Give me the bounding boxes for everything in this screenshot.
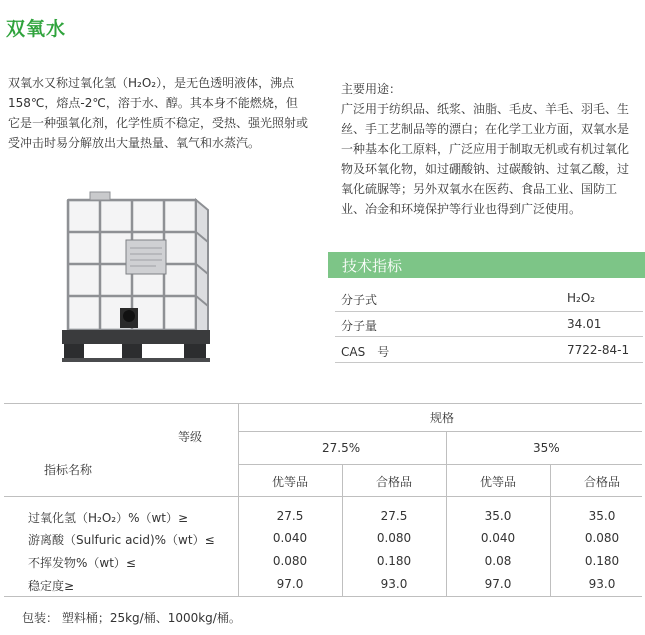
table-cell: 93.0 [380, 577, 408, 591]
grade-header: 合格品 [375, 475, 412, 489]
table-corner-indicator: 指标名称 [44, 463, 93, 477]
uses-text: 广泛用于纺织品、纸浆、油脂、毛皮、羊毛、羽毛、生丝、手工艺制品等的漂白；在化学工业方面，双氧水是一种基本化工原料，广泛应用于制取无机或有机过氧化物及环氧化物，如过硼酸钠、过碳酸钠、过氧乙酸，过氧化硫脲等；另外双氧水在医药、食品工业、国防工业、冶金和环境保护等行业也得到广泛使用。 [341, 102, 630, 216]
spec-value: 34.01 [567, 317, 602, 331]
table-corner-grade: 等级 [178, 430, 203, 444]
spec-value: 7722-84-1 [567, 343, 630, 357]
table-border-bottom [4, 596, 642, 597]
table-cell: 0.040 [480, 531, 516, 545]
table-cell: 93.0 [588, 577, 616, 591]
table-cell: 27.5 [380, 509, 408, 523]
table-border-top [4, 403, 642, 404]
concentration-header: 35% [533, 441, 560, 455]
spec-key: 分子量 [341, 319, 378, 333]
divider [335, 336, 643, 337]
indicator-name: 过氧化氢（H₂O₂）%（wt）≥ [28, 511, 189, 525]
table-cell: 0.08 [484, 554, 512, 568]
table-divider [446, 431, 447, 596]
spec-row [341, 314, 641, 336]
spec-header: 规格 [430, 411, 455, 425]
uses-heading: 主要用途： [341, 82, 402, 96]
table-cell: 27.5 [276, 509, 304, 523]
table-cell: 35.0 [484, 509, 512, 523]
tech-spec-header [328, 252, 645, 278]
indicator-name: 游离酸（Sulfuric acid)%（wt）≤ [28, 533, 215, 547]
table-divider [238, 431, 642, 432]
tech-spec-heading: 技术指标 [342, 257, 403, 275]
table-cell: 97.0 [276, 577, 304, 591]
table-cell: 0.080 [584, 531, 620, 545]
grade-header: 合格品 [583, 475, 620, 489]
spec-row [341, 340, 641, 362]
packaging-text: 包装： 塑料桶；25kg/桶、1000kg/桶。 [22, 611, 241, 625]
divider [335, 311, 643, 312]
spec-key: CAS 号 [341, 345, 390, 359]
spec-row [341, 288, 641, 310]
table-cell: 0.040 [272, 531, 308, 545]
grade-header: 优等品 [271, 475, 308, 489]
table-cell: 97.0 [484, 577, 512, 591]
grade-header: 优等品 [479, 475, 516, 489]
table-cell: 0.180 [376, 554, 412, 568]
table-cell: 0.180 [584, 554, 620, 568]
table-cell: 35.0 [588, 509, 616, 523]
divider [335, 362, 643, 363]
spec-key: 分子式 [341, 293, 378, 307]
table-cell: 0.080 [376, 531, 412, 545]
ibc-tote-image [56, 190, 216, 370]
table-divider [238, 464, 642, 465]
intro-text: 双氧水又称过氧化氢（H₂O₂），是无色透明液体，沸点158℃，熔点-2℃，溶于水、醇。其本身不能燃烧，但它是一种强氧化剂，化学性质不稳定，受热、强光照射或受冲击时易分解放出大量热量、氧气和水蒸汽。 [8, 76, 309, 150]
indicator-name: 稳定度≥ [28, 579, 75, 593]
concentration-header: 27.5% [322, 441, 361, 455]
spec-value: H₂O₂ [567, 291, 596, 305]
table-divider [4, 496, 642, 497]
table-divider [342, 464, 343, 596]
page-title: 双氧水 [6, 18, 67, 40]
table-divider [550, 464, 551, 596]
indicator-name: 不挥发物%（wt）≤ [28, 556, 136, 570]
table-cell: 0.080 [272, 554, 308, 568]
